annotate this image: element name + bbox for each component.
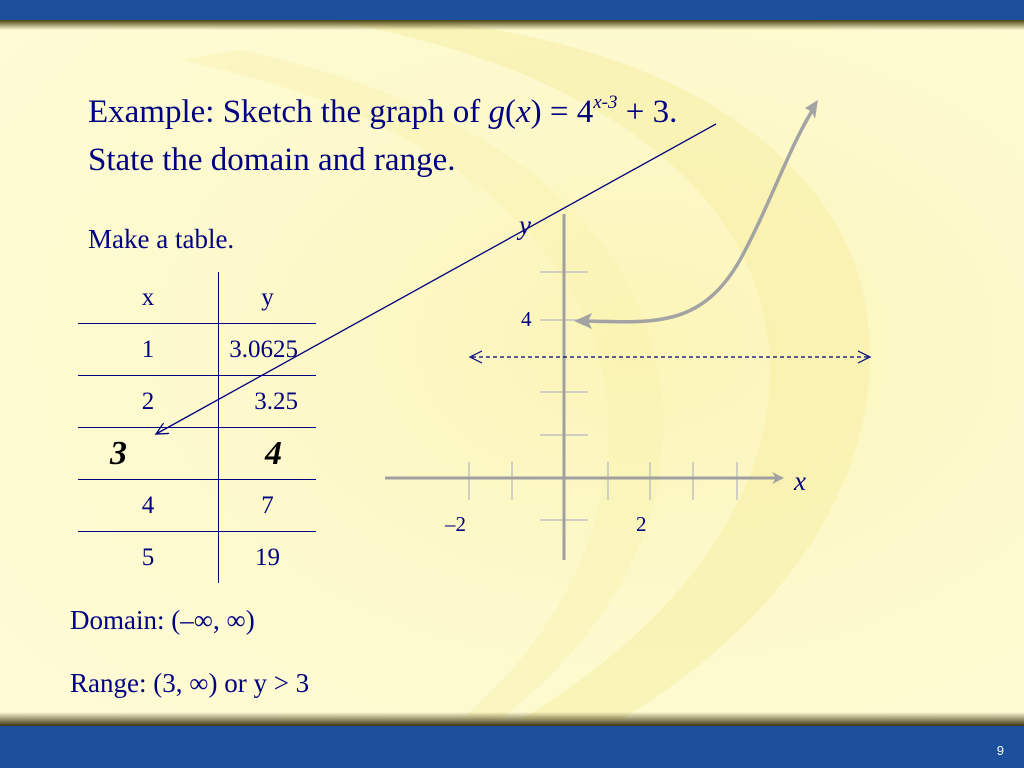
title-line2: State the domain and range.: [88, 142, 456, 178]
table-header-x: x: [78, 272, 219, 324]
function-curve: [582, 108, 814, 322]
y-axis-label: y: [519, 210, 531, 240]
table-cell-x: 4: [78, 480, 219, 532]
range-text: Range: (3, ∞) or y > 3: [70, 668, 310, 698]
x-grid-ticks: [469, 462, 737, 500]
title-equals-base: ) = 4: [530, 94, 594, 130]
table-cell-y: 19: [219, 532, 317, 584]
table-cell-y: 4: [219, 428, 317, 480]
curve-end-arrow-icon: [805, 100, 818, 119]
slide-title: Example: Sketch the graph of $g(x) = 4^{x-3} + 3$. State the domain and range.: [88, 92, 678, 178]
table-cell-x: 3: [78, 428, 219, 480]
table-cell-x: 5: [78, 532, 219, 584]
page-number: 9: [996, 743, 1004, 758]
table-cell-y: 3.25: [219, 376, 317, 428]
title-suffix: + 3.: [617, 94, 678, 130]
x-axis-label: x: [794, 466, 806, 496]
title-func-name: g: [488, 94, 505, 130]
table-cell-y: 7: [219, 480, 317, 532]
x-tick-label-neg: –2: [445, 512, 466, 536]
title-exponent: x-3: [593, 92, 618, 113]
instruction-text: Make a table.: [88, 224, 235, 254]
x-tick-label-pos: 2: [636, 512, 647, 536]
domain-text: Domain: (–∞, ∞): [70, 605, 255, 635]
y-tick-label: 4: [521, 307, 532, 331]
table-cell-y: 3.0625: [219, 324, 317, 376]
title-prefix: Example: Sketch the graph of: [88, 94, 489, 130]
table-cell-x: 2: [78, 376, 219, 428]
table-cell-x: 1: [78, 324, 219, 376]
title-func-arg: x: [515, 94, 531, 130]
table-header-y: y: [261, 283, 274, 311]
pointer-arrow: [156, 124, 716, 434]
